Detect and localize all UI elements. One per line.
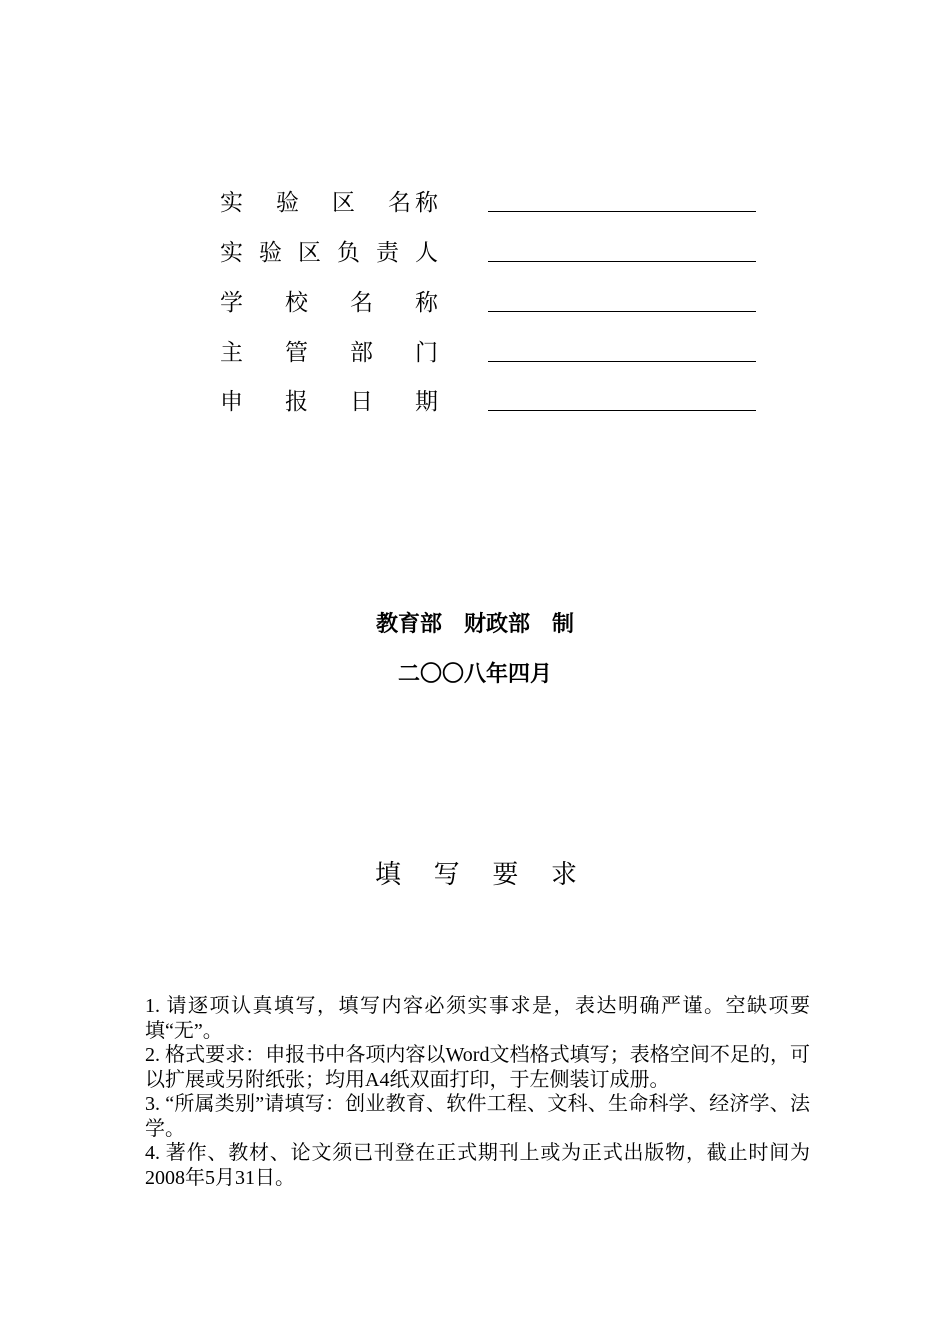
requirement-item: 1. 请逐项认真填写，填写内容必须实事求是，表达明确严谨。空缺项要填“无”。 <box>145 995 810 1042</box>
label-char: 日 <box>350 388 373 415</box>
title-char: 填 <box>375 859 402 890</box>
title-char: 求 <box>550 859 577 890</box>
label-char: 期 <box>415 388 438 415</box>
label-char: 验 <box>276 189 299 216</box>
field-label <box>220 381 438 417</box>
label-char: 申 <box>220 388 243 415</box>
label-char: 人 <box>415 239 438 266</box>
field-row-application-date <box>220 381 760 417</box>
label-char: 实 <box>220 189 243 216</box>
fill-in-line[interactable] <box>488 311 756 312</box>
field-label <box>220 332 438 368</box>
title-char: 写 <box>433 859 460 890</box>
requirement-item: 2. 格式要求：申报书中各项内容以Word文档格式填写；表格空间不足的，可以扩展或另附纸张；均用A4纸双面打印，于左侧装订成册。 <box>145 1044 810 1091</box>
requirements-title <box>375 852 577 892</box>
label-char: 实 <box>220 239 243 266</box>
field-label <box>220 282 438 318</box>
issue-date: 二〇〇八年四月 <box>397 661 552 687</box>
label-char: 主 <box>220 339 243 366</box>
label-char: 称 <box>415 289 438 316</box>
issuer-line: 教育部 财政部 制 <box>375 611 574 637</box>
fill-in-line[interactable] <box>488 410 756 411</box>
label-char: 称 <box>415 189 438 216</box>
label-char: 负 <box>337 239 360 266</box>
label-char: 验 <box>259 239 282 266</box>
label-char-group <box>388 184 438 217</box>
title-char: 要 <box>492 859 519 890</box>
label-char: 校 <box>285 289 308 316</box>
field-row-zone-leader <box>220 232 760 268</box>
fill-in-line[interactable] <box>488 361 756 362</box>
label-char: 名 <box>350 289 373 316</box>
requirement-item: 4. 著作、教材、论文须已刊登在正式期刊上或为正式出版物，截止时间为2008年5月31日。 <box>145 1142 810 1189</box>
requirement-item: 3. “所属类别”请填写：创业教育、软件工程、文科、生命科学、经济学、法学。 <box>145 1093 810 1140</box>
label-char: 学 <box>220 289 243 316</box>
label-char: 名 <box>388 189 411 216</box>
label-char: 责 <box>376 239 399 266</box>
field-row-school-name <box>220 282 760 318</box>
label-char: 门 <box>415 339 438 366</box>
field-row-supervising-dept <box>220 332 760 368</box>
label-char: 部 <box>350 339 373 366</box>
label-char: 报 <box>285 388 308 415</box>
label-char: 区 <box>332 189 355 216</box>
label-char: 管 <box>285 339 308 366</box>
field-row-zone-name <box>220 182 760 218</box>
fill-in-line[interactable] <box>488 261 756 262</box>
field-label <box>220 182 438 218</box>
field-label <box>220 232 438 268</box>
label-char: 区 <box>298 239 321 266</box>
fill-in-line[interactable] <box>488 211 756 212</box>
requirements-list <box>145 994 810 1190</box>
